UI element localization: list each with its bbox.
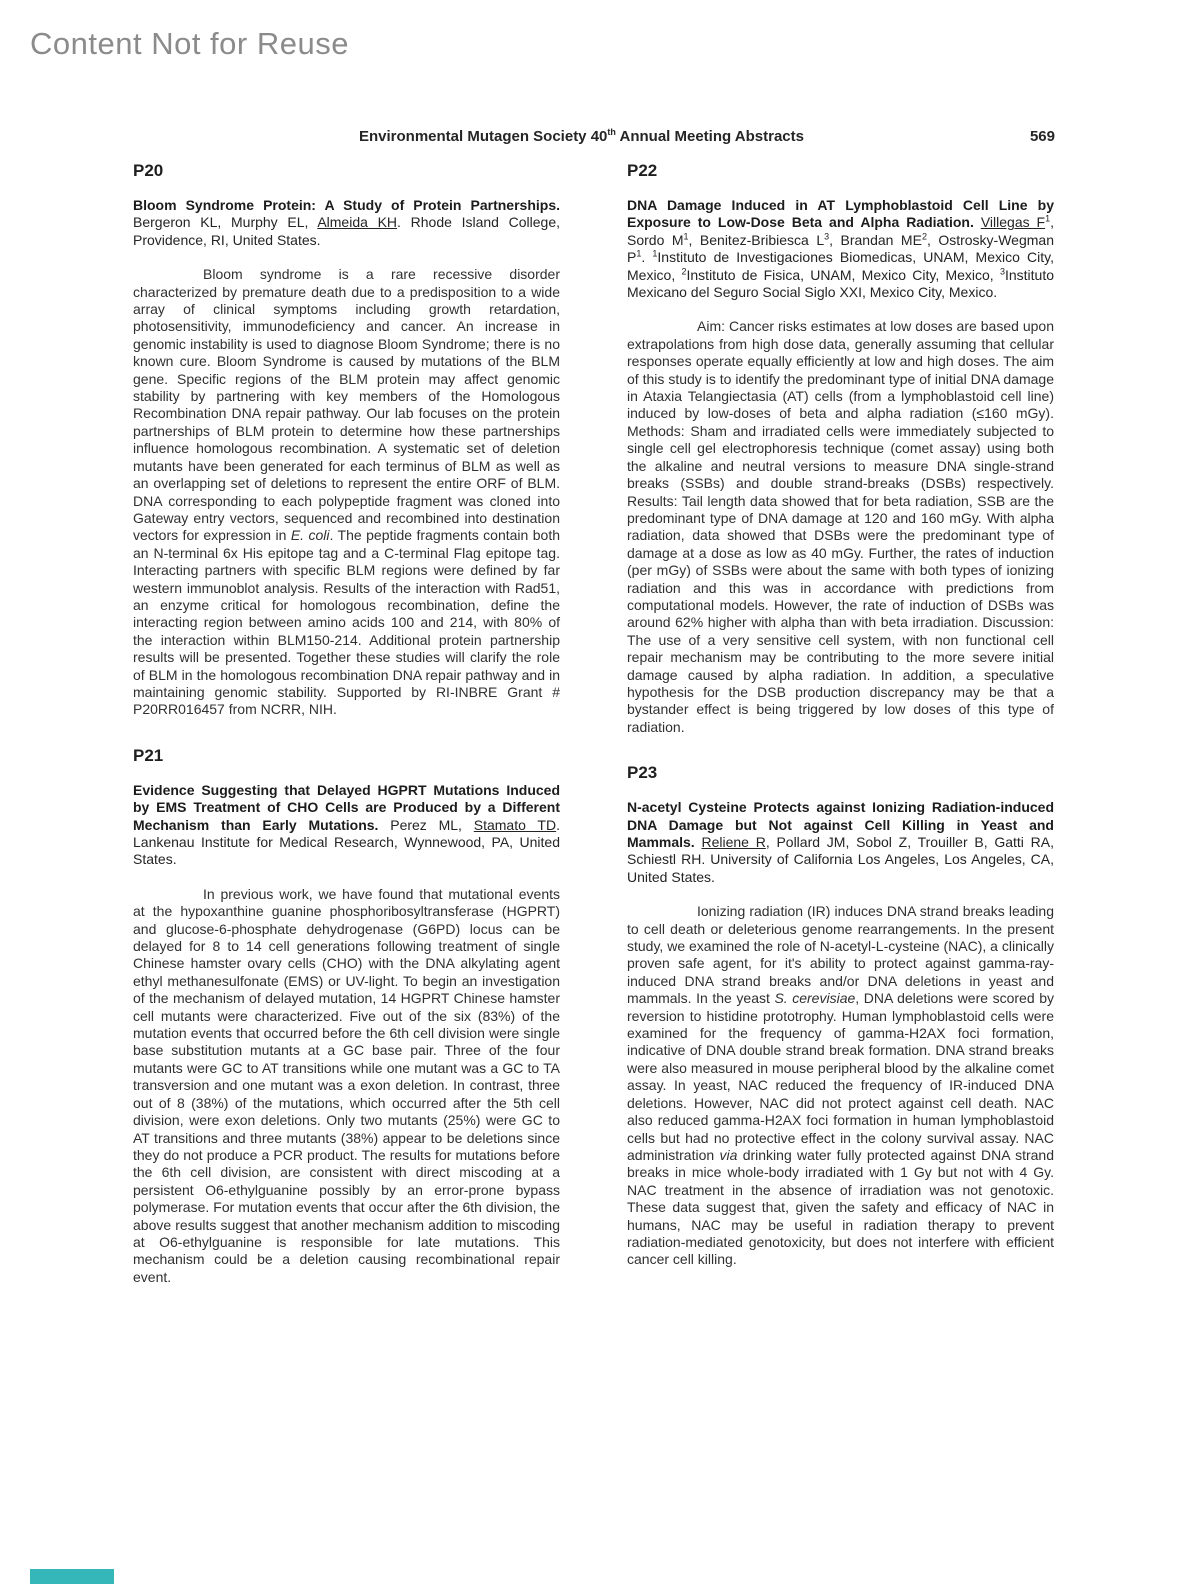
underlined-author-name: Stamato TD [473, 816, 557, 833]
text-segment: Aim: Cancer risks estimates at low doses are based upon extrapolations from high dose data, generally assuming that cellular responses operate equally efficiently at low and high doses. The aim of this study is to identify the predominant type of initial DNA damage in Ataxia Telangiectasia (AT) cells (from a lymphoblastoid cell line) induced by low-doses of beta and alpha radiation (≤160 mGy). Methods: Sham and irradiated cells were immediately subjected to single cell gel electrophoresis technique (comet assay) using both the alkaline and neutral versions to measure DNA single-strand breaks (SSBs) and double strand-breaks (DSBs) respectively. Results: Tail length data showed that for beta radiation, SSB are the predominant type of DNA damage at 120 and 160 mGy. With alpha radiation, data showed that DSBs were the predominant type of damage at a dose as low as 40 mGy. Further, the rates of induction (per mGy) of SSBs were about the same with both types of ionizing radiation and this was in accordance with predictions from computational models. However, the rate of induction of DSBs was around 62% higher with alpha than with beta irradiation. Discussion: The use of a very sensitive cell system, with non functional cell repair mechanism may be contributing to the more severe initial damage caused by alpha radiation. In addition, a speculative hypothesis for the DSB production discrepancy may be that a bystander effect is being triggered by low doses of this type of radiation. [627, 318, 1054, 735]
abstract-title-and-authors [627, 197, 1054, 301]
abstract-title: N-acetyl Cysteine Protects against Ionizing Radiation-induced DNA Damage but Not against Cell Killing in Yeast and Mammals. [627, 799, 1054, 850]
affiliation-superscript: 3 [824, 231, 830, 242]
affiliation-superscript: 2 [921, 231, 927, 242]
header-title-prefix: Environmental Mutagen Society 40 [358, 128, 608, 145]
italic-term: S. cerevisiae [774, 990, 856, 1007]
text-segment: . Lankenau Institute for Medical Research, Wynnewood, PA, United States. [133, 816, 560, 868]
abstract-body [133, 266, 560, 719]
abstract-number: P23 [627, 763, 658, 783]
left-column [133, 161, 560, 1313]
abstract-body [627, 903, 1054, 1269]
abstract-number: P22 [627, 161, 658, 180]
underlined-author-name: Villegas F [980, 214, 1046, 231]
page-number: 569 [1029, 128, 1055, 145]
journal-header-title [133, 128, 1030, 145]
affiliation-superscript: 1 [1045, 213, 1051, 224]
italic-term: E. coli [290, 527, 330, 544]
header-ordinal-superscript: th [607, 127, 616, 137]
text-segment: , DNA deletions were scored by reversion to histidine prototrophy. Human lymphoblastoid cells were examined for the frequency of gamma-H2AX foci formation, indicative of DNA double strand break formation. DNA strand breaks were also measured in mouse peripheral blood by the alkaline comet assay. In yeast, NAC reduced the frequency of IR-induced DNA deletions. However, NAC did not protect against cell death. NAC also reduced gamma-H2AX foci formation in human lymphoblastoid cells but had no protective effect in the colony survival assay. NAC administration [627, 990, 1054, 1163]
text-segment: Perez ML, [378, 816, 474, 833]
underlined-author-name: Almeida KH [317, 214, 398, 231]
affiliation-superscript: 2 [681, 265, 687, 276]
text-segment: , Pollard JM, Sobol Z, Trouiller B, Gatti RA, Schiestl RH. University of California Los Angeles, Los Angeles, CA, United States. [627, 834, 1055, 885]
text-segment: Instituto de Investigaciones Biomedicas, UNAM, Mexico City, Mexico, [627, 249, 1054, 283]
text-segment: . The peptide fragments contain both an N-terminal 6x His epitope tag and a C-terminal Flag epitope tag. Interacting partners with specific BLM regions were defined by far western immunoblot analysis. Results of the interaction with Rad51, an enzyme critical for homologous recombination, define the interacting region between amino acids 100 and 214, with 80% of the interaction within BLM150-214. Additional protein partnership results will be presented. Together these studies will clarify the role of BLM in the homologous recombination DNA repair pathway and in maintaining genomic stability. Supported by RI-INBRE Grant # P20RR016457 from NCRR, NIH. [133, 527, 560, 718]
text-segment: Ionizing radiation (IR) induces DNA strand breaks leading to cell death or deleterious genome rearrangements. In the present study, we examined the role of N-acetyl-L-cysteine (NAC), a clinically proven safe agent, for it's ability to protect against gamma-ray-induced DNA strand breaks and/or DNA deletions in yeast and mammals. In the yeast [627, 903, 1054, 1007]
underlined-author-name: Reliene R [701, 834, 766, 850]
header-title-suffix: Annual Meeting Abstracts [615, 128, 804, 145]
text-segment: Bergeron KL, Murphy EL, [133, 214, 318, 231]
abstract-title: Evidence Suggesting that Delayed HGPRT Mutations Induced by EMS Treatment of CHO Cells are Produced by a Different Mechanism than Early Mutations. [133, 781, 560, 833]
text-segment: , Ostrosky-Wegman P [627, 231, 1054, 266]
abstract-body [627, 318, 1054, 736]
italic-term: via [719, 1146, 738, 1163]
affiliation-superscript: 1 [652, 248, 658, 259]
text-segment: , Brandan ME [829, 231, 922, 248]
abstract-body [133, 886, 560, 1286]
two-column-layout [133, 161, 1054, 1313]
abstract-title-and-authors [133, 197, 560, 249]
watermark-text: Content Not for Reuse [30, 26, 349, 61]
abstract-p23 [627, 763, 1054, 1269]
text-segment: In previous work, we have found that mutational events at the hypoxanthine guanine phosphoribosyltransferase (HGPRT) and glucose-6-phosphate dehydrogenase (G6PD) locus can be delayed for 8 to 14 cell generations following treatment of single Chinese hamster ovary cells (CHO) with the DNA alkylating agent ethyl methanesulfonate (EMS) or UV-light. To begin an investigation of the mechanism of delayed mutation, 14 HGPRT Chinese hamster cell mutants were characterized. Five out of the six (83%) of the mutation events that occurred before the 6th cell division were single base substitution mutants at a GC base pair. Three of the four mutants were GC to AT transitions while one mutant was a GC to TA transversion and one mutant was a exon deletion. In contrast, three out of 8 (38%) of the mutations, which occurred after the 5th cell division, were exon deletions. Only two mutants (25%) were GC to AT transitions and three mutants (38%) appear to be deletions since they do not produce a PCR product. The results for mutations before the 6th cell division, are consistent with direct miscoding at a persistent O6-ethylguanine possibly by an error-prone bypass polymerase. For mutation events that occur after the 6th division, the above results suggest that another mechanism addition to miscoding at O6-ethylguanine is responsible for late mutations. This mechanism could be a deletion causing recombinational repair event. [133, 885, 560, 1285]
abstract-title: DNA Damage Induced in AT Lymphoblastoid Cell Line by Exposure to Low-Dose Beta and Alpha Radiation. [627, 197, 1054, 231]
page-header [133, 128, 1055, 145]
right-column [627, 161, 1054, 1313]
text-segment [974, 214, 981, 230]
text-segment: Instituto Mexicano del Seguro Social Siglo XXI, Mexico City, Mexico. [627, 266, 1054, 301]
abstract-title-and-authors [627, 799, 1054, 886]
text-segment: Bloom syndrome is a rare recessive disorder characterized by premature death due to a predisposition to a wide array of clinical symptoms including growth retardation, photosensitivity, immunodeficiency and cancer. An increase in genomic instability is used to diagnose Bloom Syndrome; there is no known cure. Bloom Syndrome is caused by mutations of the BLM gene. Specific regions of the BLM protein may affect genomic stability by partnering with key members of the Homologous Recombination DNA repair pathway. Our lab focuses on the protein partnerships of BLM protein to determine how these partnerships influence homologous recombination. A systematic set of deletion mutants have been generated for each terminus of BLM as well as an overlapping set of deletions to represent the entire ORF of BLM. DNA corresponding to each polypeptide fragment was cloned into Gateway entry vectors, sequenced and recombined into destination vectors for expression in [133, 266, 560, 544]
abstract-p20 [133, 161, 560, 719]
affiliation-superscript: 1 [636, 248, 642, 259]
text-segment: . [641, 249, 653, 266]
affiliation-superscript: 3 [999, 265, 1005, 276]
bottom-accent-bar [30, 1569, 114, 1584]
affiliation-superscript: 1 [683, 231, 689, 242]
abstract-p22 [627, 161, 1054, 736]
abstract-number: P21 [133, 745, 164, 765]
abstract-title: Bloom Syndrome Protein: A Study of Protein Partnerships. [133, 197, 560, 213]
abstract-number: P20 [133, 161, 164, 180]
text-segment: drinking water fully protected against DNA strand breaks in mice whole-body irradiated with 1 Gy but not with 4 Gy. NAC treatment in the absence of irradiation was not genotoxic. These data suggest that, given the safety and efficacy of NAC in humans, NAC may be useful in radiation therapy to prevent radiation-mediated genotoxicity, but does not interfere with efficient cancer cell killing. [627, 1146, 1054, 1268]
text-segment: Instituto de Fisica, UNAM, Mexico City, Mexico, [686, 266, 1000, 283]
abstract-p21 [133, 746, 560, 1286]
text-segment: , Sordo M [627, 214, 1055, 248]
abstract-title-and-authors [133, 782, 560, 869]
text-segment: , Benitez-Bribiesca L [688, 231, 825, 248]
text-segment: . Rhode Island College, Providence, RI, United States. [133, 214, 560, 248]
